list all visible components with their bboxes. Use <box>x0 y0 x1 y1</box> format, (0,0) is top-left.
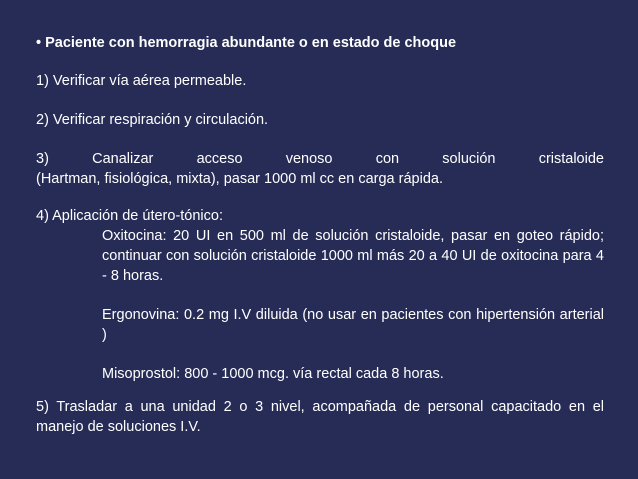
step-3-word: Canalizar <box>92 151 154 167</box>
step-1: 1) Verificar vía aérea permeable. <box>36 73 247 89</box>
step-3-word: venoso <box>285 151 333 167</box>
step-3-word: solución <box>442 151 496 167</box>
step-3-word: acceso <box>196 151 243 167</box>
ergonovina-text: Ergonovina: 0.2 mg I.V diluida (no usar en pacientes con hipertensión arterial ) <box>102 307 604 343</box>
step-3-word: 3) <box>36 151 49 167</box>
step-3-line-2: (Hartman, fisiológica, mixta), pasar 1000 ml cc en carga rápida. <box>36 171 443 187</box>
step-4-details <box>36 226 604 384</box>
slide-title: • Paciente con hemorragia abundante o en estado de choque <box>36 35 457 51</box>
misoprostol-text: Misoprostol: 800 - 1000 mcg. vía rectal cada 8 horas. <box>102 366 444 382</box>
step-5: 5) Trasladar a una unidad 2 o 3 nivel, acompañada de personal capacitado en el manejo de soluciones I.V. <box>36 399 604 435</box>
step-3-word: con <box>375 151 400 167</box>
step-4-heading: 4) Aplicación de útero-tónico: <box>36 208 223 224</box>
oxitocina-text: Oxitocina: 20 UI en 500 ml de solución cristaloide, pasar en goteo rápido; continuar con solución cristaloide 1000 ml más 20 a 40 UI de oxitocina para 4 - 8 horas. <box>102 228 604 284</box>
step-2: 2) Verificar respiración y circulación. <box>36 112 269 128</box>
step-3-line-1 <box>36 149 604 169</box>
step-3-word: cristaloide <box>538 151 604 167</box>
step-3 <box>36 149 604 189</box>
